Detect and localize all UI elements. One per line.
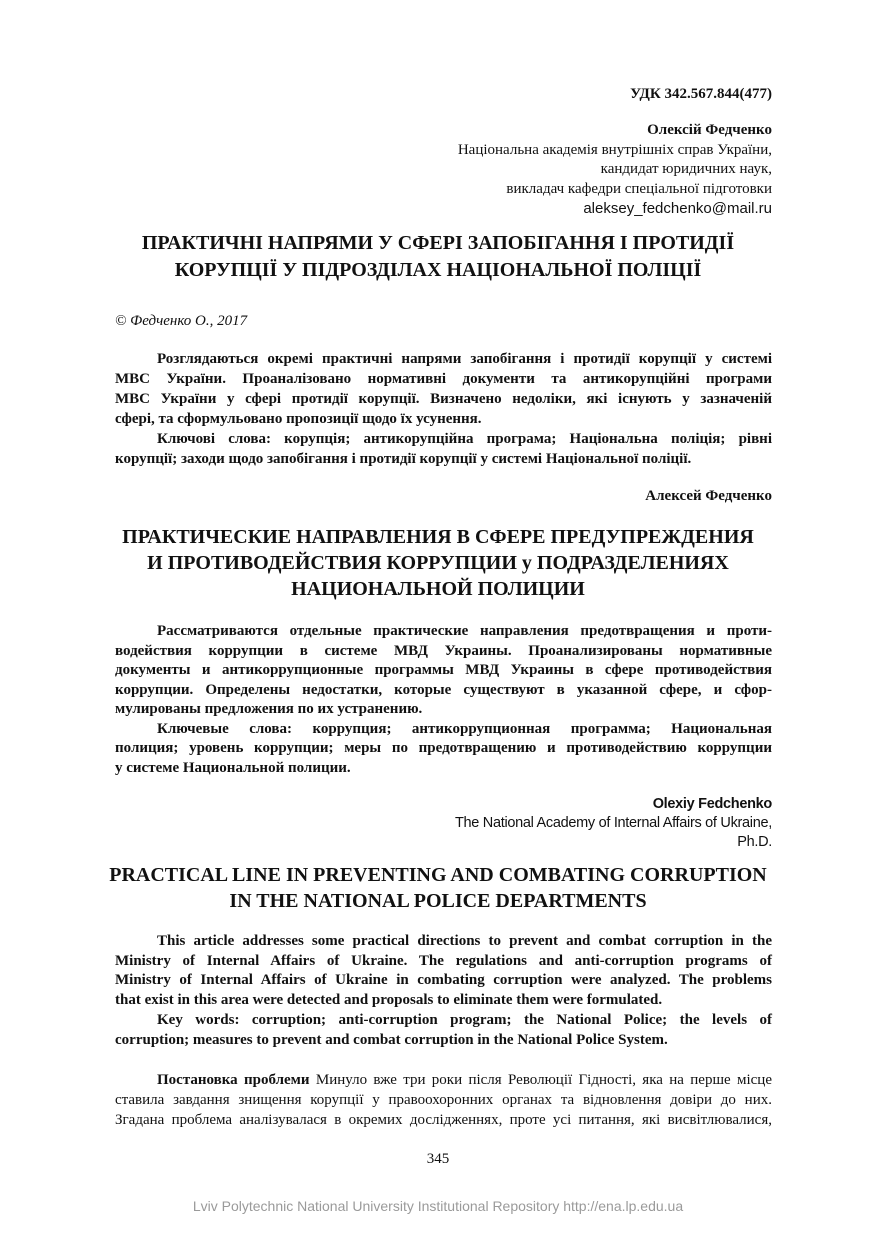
author-degree: кандидат юридичних наук,: [600, 161, 772, 177]
abstract-line: that exist in this area were detected and proposals to eliminate them were formulated.: [115, 992, 663, 1009]
title-line: PRACTICAL LINE IN PREVENTING AND COMBATING CORRUPTION: [109, 864, 767, 886]
keywords-line: у системе Национальной полиции.: [115, 759, 351, 776]
abstract-line: коррупции. Определены недостатки, которые существуют в указанной сфере, и сфор-: [115, 681, 772, 698]
abstract-en: [115, 932, 772, 1050]
abstract-line: Ministry of Internal Affairs of Ukraine in combating corruption were analyzed. The problems: [115, 972, 772, 989]
repository-footer: Lviv Polytechnic National University Institutional Repository http://ena.lp.edu.ua: [192, 1198, 684, 1214]
abstract-line: МВС України у сфері протидії корупції. Визначено недоліки, які існують у зазначеній: [115, 391, 772, 407]
title-line: НАЦИОНАЛЬНОЙ ПОЛИЦИИ: [291, 578, 585, 600]
author-name: Олексій Федченко: [647, 122, 772, 138]
body-text: [115, 1070, 772, 1130]
author-block-en: [455, 795, 772, 852]
keywords-line: полиция; уровень коррупции; меры по предотвращению и противодействию коррупции: [115, 740, 772, 756]
title-line: КОРУПЦІЇ У ПІДРОЗДІЛАХ НАЦІОНАЛЬНОЇ ПОЛІЦІЇ: [174, 259, 702, 281]
author-affiliation: Національна академія внутрішніх справ України,: [457, 141, 772, 158]
author-affiliation: The National Academy of Internal Affairs of Ukraine,: [454, 815, 772, 831]
author-name-ru: Алексей Федченко: [645, 488, 772, 504]
abstract-line: Ministry of Internal Affairs of Ukraine. The regulations and anti-corruption programs of: [115, 952, 772, 969]
keywords-line: корупції; заходи щодо запобігання і протидії корупції у системі Національної поліції.: [115, 451, 692, 467]
title-line: И ПРОТИВОДЕЙСТВИЯ КОРРУПЦИИ у ПОДРАЗДЕЛЕНИЯХ: [147, 552, 729, 574]
body-line: ставила завдання знищення корупції у правоохоронних органах та відновлення довіри до них.: [115, 1092, 772, 1108]
section-lead: Постановка проблеми: [157, 1072, 310, 1088]
abstract-line: документы и антикоррупционные программы МВД Украины в сфере противодействия: [115, 662, 772, 678]
abstract-line: водействия коррупции в системе МВД Украины. Проанализированы нормативные: [115, 642, 772, 659]
page-number: 345: [426, 1151, 450, 1167]
copyright: © Федченко О., 2017: [115, 313, 248, 329]
title-line: ПРАКТИЧНІ НАПРЯМИ У СФЕРІ ЗАПОБІГАННЯ І ПРОТИДІЇ: [141, 232, 735, 254]
keywords-line: Ключевые слова: коррупция; антикоррупционная программа; Национальная: [157, 720, 772, 737]
abstract-line: This article addresses some practical directions to prevent and combat corruption in the: [157, 933, 772, 949]
title-ua: [80, 230, 796, 284]
author-block-ua: [458, 121, 772, 219]
author-degree: Ph.D.: [737, 834, 772, 850]
keywords-line: Key words: corruption; anti-corruption program; the National Police; the levels of: [157, 1011, 772, 1028]
abstract-line: МВС України. Проаналізовано нормативні документи та антикорупційні програми: [115, 371, 772, 387]
keywords-line: Ключові слова: корупція; антикорупційна програма; Національна поліція; рівні: [157, 431, 772, 447]
abstract-ua: [115, 349, 772, 469]
abstract-ru: [115, 622, 772, 778]
author-position: викладач кафедри спеціальної підготовки: [506, 180, 772, 197]
title-line: ПРАКТИЧЕСКИЕ НАПРАВЛЕНИЯ В СФЕРЕ ПРЕДУПРЕЖДЕНИЯ: [122, 526, 754, 548]
abstract-line: мулированы предложения по их устранению.: [115, 701, 423, 717]
body-line: Минуло вже три роки після Революції Гідності, яка на перше місце: [309, 1072, 772, 1088]
abstract-line: сфері, та сформульовано пропозиції щодо їх усунення.: [115, 411, 482, 427]
udk-code: УДК 342.567.844(477): [630, 86, 772, 102]
title-ru: [80, 524, 796, 602]
body-line: Згадана проблема аналізувалася в окремих дослідженнях, проте усі питання, які висвітлювалися,: [115, 1112, 772, 1128]
title-line: IN THE NATIONAL POLICE DEPARTMENTS: [229, 890, 647, 912]
author-email[interactable]: aleksey_fedchenko@mail.ru: [583, 200, 772, 217]
abstract-line: Рассматриваются отдельные практические направления предотвращения и проти-: [157, 623, 772, 639]
abstract-line: Розглядаються окремі практичні напрями запобігання і протидії корупції у системі: [157, 351, 772, 367]
author-name: Olexiy Fedchenko: [652, 796, 772, 812]
title-en: [80, 862, 796, 914]
keywords-line: corruption; measures to prevent and combat corruption in the National Police System.: [115, 1031, 668, 1048]
